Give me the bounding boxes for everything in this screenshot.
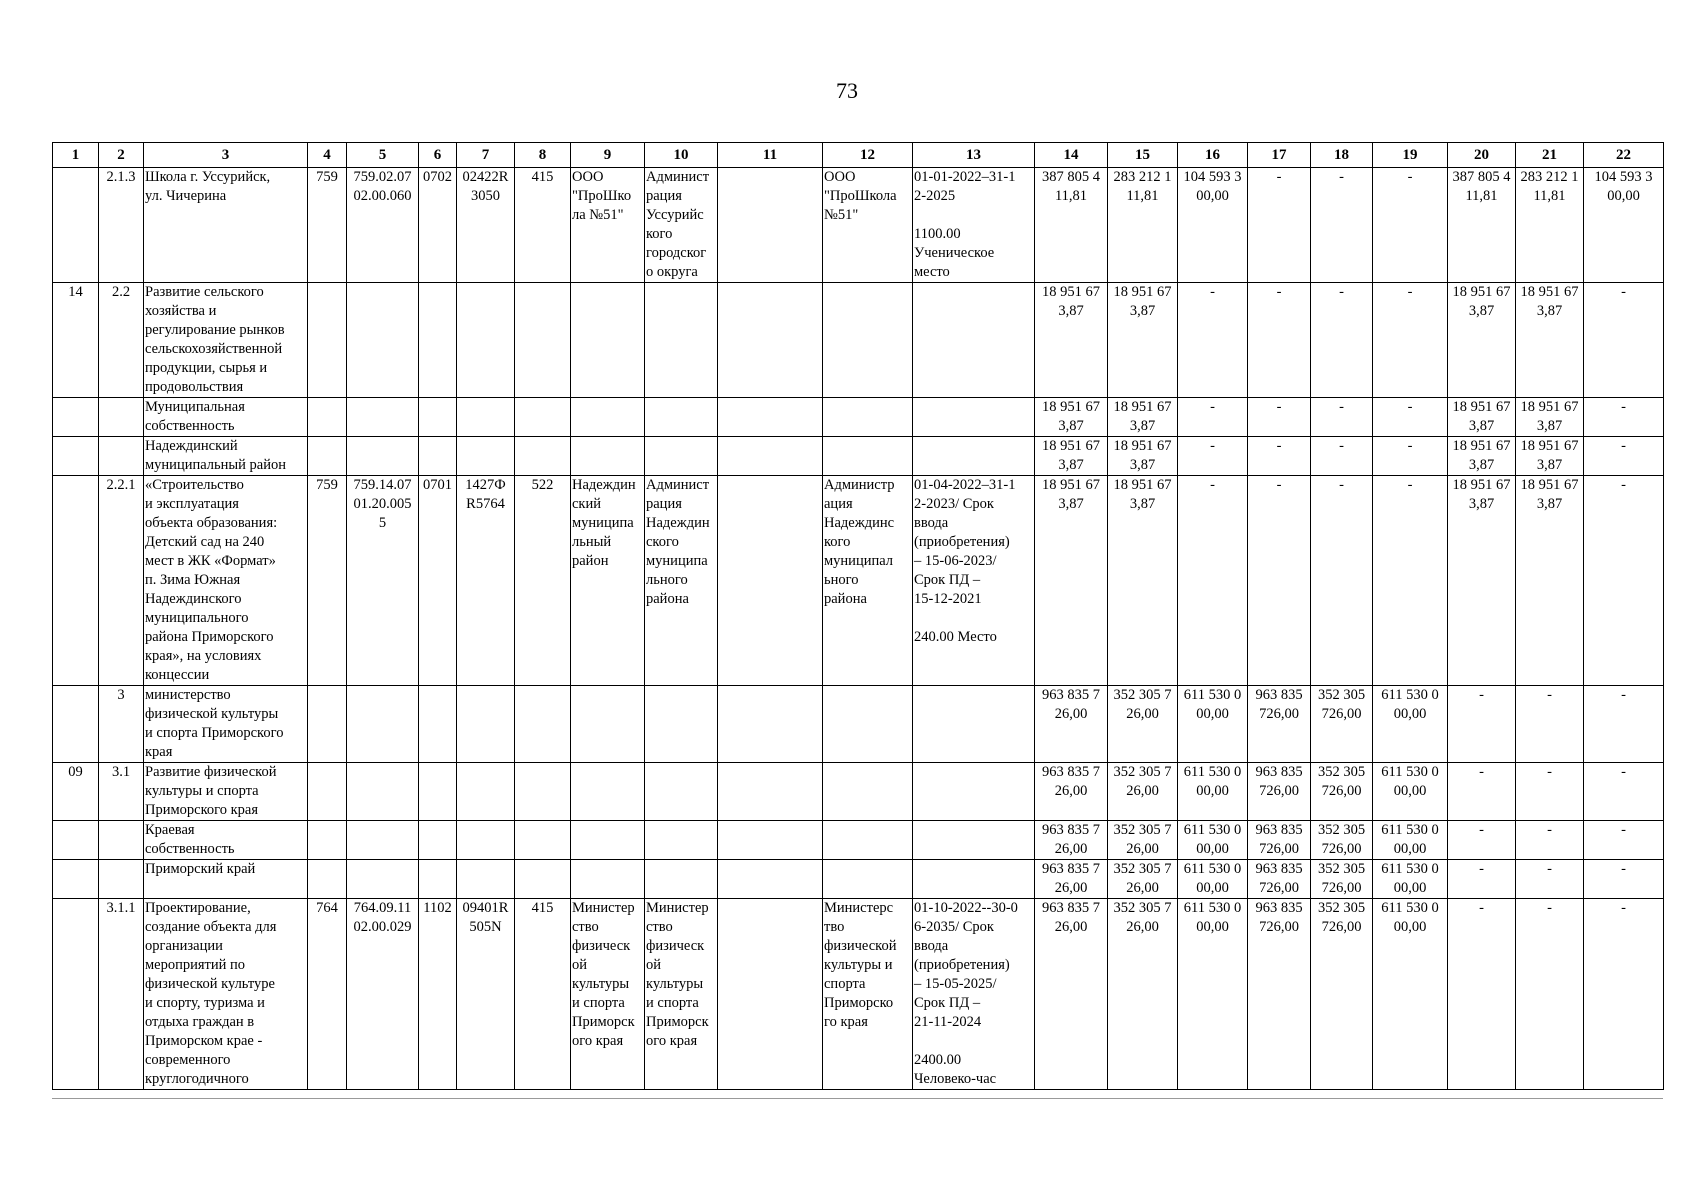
table-cell-c4 [308,860,347,899]
table-cell-c7 [457,686,515,763]
table-body [53,168,1664,1090]
table-cell-c12 [823,437,913,476]
table-cell-c12 [823,860,913,899]
table-cell-c16: 611 530 0 00,00 [1178,860,1248,899]
table-cell-c10: Админист рация Уссурийс кого городског о округа [645,168,718,283]
table-cell-c7: 09401R 505N [457,899,515,1090]
table-cell-c22: - [1584,821,1664,860]
table-cell-c9 [571,686,645,763]
table-cell-c4 [308,283,347,398]
table-cell-c13 [913,860,1035,899]
table-cell-c17: 963 835 726,00 [1248,686,1311,763]
table-cell-c21: 18 951 67 3,87 [1516,398,1584,437]
table-cell-c9: Министер ство физическ ой культуры и спорта Приморск ого края [571,899,645,1090]
table-cell-c19: 611 530 0 00,00 [1373,860,1448,899]
table-cell-c1 [53,686,99,763]
table-cell-c2: 3.1 [99,763,144,821]
table-cell-c3: Проектирование, создание объекта для организации мероприятий по физической культуре и спорту, туризма и отдыха граждан в Приморском крае - современного круглогодичного [144,899,308,1090]
table-cell-c19: 611 530 0 00,00 [1373,686,1448,763]
table-row [53,476,1664,686]
table-cell-c15: 352 305 7 26,00 [1108,860,1178,899]
table-cell-c6 [419,763,457,821]
table-cell-c4 [308,437,347,476]
table-cell-c2: 2.1.3 [99,168,144,283]
table-cell-c18: - [1311,476,1373,686]
table-cell-c6 [419,437,457,476]
page-number: 73 [836,78,858,103]
table-cell-c8 [515,437,571,476]
table-cell-c6 [419,398,457,437]
table-row [53,899,1664,1090]
table-cell-c3: Развитие физической культуры и спорта Приморского края [144,763,308,821]
col-header: 19 [1373,143,1448,168]
table-cell-c15: 18 951 67 3,87 [1108,476,1178,686]
table-cell-c9 [571,283,645,398]
table-cell-c19: - [1373,398,1448,437]
table-cell-c8 [515,821,571,860]
col-header: 11 [718,143,823,168]
table-cell-c9: Надеждин ский муниципа льный район [571,476,645,686]
table-cell-c21: - [1516,763,1584,821]
table-cell-c20: - [1448,899,1516,1090]
table-cell-c18: - [1311,168,1373,283]
table-cell-c22: - [1584,398,1664,437]
table-cell-c5: 759.14.07 01.20.005 5 [347,476,419,686]
table-cell-c3: Надеждинский муниципальный район [144,437,308,476]
table-cell-c4 [308,821,347,860]
table-cell-c10 [645,821,718,860]
col-header: 9 [571,143,645,168]
table-cell-c16: - [1178,476,1248,686]
table-cell-c5: 759.02.07 02.00.060 [347,168,419,283]
table-cell-c19: - [1373,168,1448,283]
table-cell-c3: «Строительство и эксплуатация объекта образования: Детский сад на 240 мест в ЖК «Формат» п. Зима Южная Надеждинского муниципального района Приморского края», на условиях концессии [144,476,308,686]
table-cell-c3: Краевая собственность [144,821,308,860]
col-header: 17 [1248,143,1311,168]
table-cell-c18: 352 305 726,00 [1311,860,1373,899]
table-cell-c14: 963 835 7 26,00 [1035,821,1108,860]
table-cell-c21: - [1516,860,1584,899]
table-cell-c16: 104 593 3 00,00 [1178,168,1248,283]
bottom-rule [52,1098,1663,1099]
col-header: 14 [1035,143,1108,168]
table-cell-c5: 764.09.11 02.00.029 [347,899,419,1090]
table-row [53,437,1664,476]
table-cell-c16: - [1178,437,1248,476]
table-cell-c16: 611 530 0 00,00 [1178,763,1248,821]
table-cell-c8: 415 [515,168,571,283]
table-cell-c4: 759 [308,476,347,686]
table-cell-c2 [99,437,144,476]
budget-table [52,142,1664,1090]
table-cell-c10 [645,686,718,763]
table-cell-c20: - [1448,686,1516,763]
col-header: 15 [1108,143,1178,168]
table-cell-c18: 352 305 726,00 [1311,821,1373,860]
table-cell-c10 [645,437,718,476]
table-cell-c7 [457,821,515,860]
table-cell-c20: 18 951 67 3,87 [1448,283,1516,398]
table-row [53,860,1664,899]
table-cell-c2: 2.2.1 [99,476,144,686]
table-cell-c3: Развитие сельского хозяйства и регулирование рынков сельскохозяйственной продукции, сырья и продовольствия [144,283,308,398]
table-cell-c5 [347,821,419,860]
table-cell-c17: - [1248,437,1311,476]
table-cell-c8 [515,283,571,398]
table-cell-c17: 963 835 726,00 [1248,821,1311,860]
table-cell-c5 [347,686,419,763]
table-cell-c1 [53,899,99,1090]
col-header: 4 [308,143,347,168]
table-cell-c15: 352 305 7 26,00 [1108,686,1178,763]
table-cell-c2 [99,398,144,437]
table-cell-c19: 611 530 0 00,00 [1373,821,1448,860]
table-cell-c18: - [1311,398,1373,437]
table-cell-c11 [718,821,823,860]
table-cell-c20: 18 951 67 3,87 [1448,398,1516,437]
table-cell-c14: 963 835 7 26,00 [1035,860,1108,899]
table-cell-c20: - [1448,763,1516,821]
table-cell-c14: 18 951 67 3,87 [1035,476,1108,686]
table-cell-c17: - [1248,168,1311,283]
table-cell-c13 [913,686,1035,763]
table-cell-c21: - [1516,899,1584,1090]
table-row [53,763,1664,821]
table-cell-c8 [515,763,571,821]
table-cell-c20: 18 951 67 3,87 [1448,476,1516,686]
table-cell-c17: - [1248,398,1311,437]
table-cell-c6: 1102 [419,899,457,1090]
table-cell-c20: - [1448,821,1516,860]
col-header: 20 [1448,143,1516,168]
table-cell-c1 [53,437,99,476]
table-cell-c8 [515,398,571,437]
table-cell-c22: - [1584,476,1664,686]
col-header: 1 [53,143,99,168]
table-cell-c10: Админист рация Надеждин ского муниципа льного района [645,476,718,686]
table-cell-c18: - [1311,283,1373,398]
table-cell-c6 [419,821,457,860]
table-cell-c12: Министерс тво физической культуры и спорта Приморско го края [823,899,913,1090]
table-cell-c7 [457,763,515,821]
table-cell-c12: Администр ация Надеждинс кого муниципал ьного района [823,476,913,686]
table-cell-c11 [718,168,823,283]
col-header: 12 [823,143,913,168]
header-row [53,143,1664,168]
col-header: 8 [515,143,571,168]
table-cell-c16: - [1178,398,1248,437]
table-cell-c1 [53,168,99,283]
table-cell-c22: - [1584,860,1664,899]
table-cell-c1 [53,821,99,860]
table-cell-c7 [457,437,515,476]
table-cell-c17: - [1248,476,1311,686]
table-cell-c11 [718,899,823,1090]
col-header: 2 [99,143,144,168]
table-cell-c4 [308,763,347,821]
table-cell-c9 [571,437,645,476]
table-cell-c14: 963 835 7 26,00 [1035,763,1108,821]
table-cell-c18: - [1311,437,1373,476]
table-cell-c21: 283 212 1 11,81 [1516,168,1584,283]
table-cell-c12: ООО "ПроШкола №51" [823,168,913,283]
table-cell-c19: 611 530 0 00,00 [1373,763,1448,821]
table-cell-c3: министерство физической культуры и спорта Приморского края [144,686,308,763]
table-cell-c15: 18 951 67 3,87 [1108,437,1178,476]
table-cell-c15: 352 305 7 26,00 [1108,821,1178,860]
table-cell-c3: Школа г. Уссурийск, ул. Чичерина [144,168,308,283]
table-cell-c6: 0702 [419,168,457,283]
table-cell-c1: 09 [53,763,99,821]
table-cell-c15: 352 305 7 26,00 [1108,763,1178,821]
table-cell-c17: 963 835 726,00 [1248,860,1311,899]
table-cell-c5 [347,437,419,476]
table-cell-c7 [457,398,515,437]
table-cell-c11 [718,476,823,686]
table-cell-c13 [913,398,1035,437]
table-cell-c10 [645,860,718,899]
table-cell-c2: 3 [99,686,144,763]
table-cell-c11 [718,860,823,899]
table-cell-c21: - [1516,686,1584,763]
col-header: 5 [347,143,419,168]
table-cell-c12 [823,398,913,437]
table-cell-c8 [515,860,571,899]
table-cell-c13: 01-10-2022--30-0 6-2035/ Срок ввода (приобретения) – 15-05-2025/ Срок ПД – 21-11-2024 2400.00 Человеко-час [913,899,1035,1090]
table-cell-c7 [457,283,515,398]
col-header: 21 [1516,143,1584,168]
table-cell-c13 [913,283,1035,398]
table-cell-c4: 759 [308,168,347,283]
table-cell-c22: 104 593 3 00,00 [1584,168,1664,283]
table-cell-c19: - [1373,437,1448,476]
table-cell-c9 [571,763,645,821]
table-cell-c2: 3.1.1 [99,899,144,1090]
table-cell-c3: Муниципальная собственность [144,398,308,437]
table-cell-c13 [913,437,1035,476]
table-cell-c17: 963 835 726,00 [1248,899,1311,1090]
table-cell-c19: - [1373,476,1448,686]
table-cell-c14: 963 835 7 26,00 [1035,686,1108,763]
table-cell-c22: - [1584,283,1664,398]
table-cell-c10 [645,398,718,437]
table-cell-c6 [419,283,457,398]
table-cell-c1 [53,398,99,437]
table-cell-c10 [645,763,718,821]
table-cell-c11 [718,398,823,437]
table-cell-c9: ООО "ПроШко ла №51" [571,168,645,283]
table-cell-c21: 18 951 67 3,87 [1516,437,1584,476]
table-cell-c11 [718,763,823,821]
table-cell-c5 [347,860,419,899]
table-cell-c15: 283 212 1 11,81 [1108,168,1178,283]
table-cell-c18: 352 305 726,00 [1311,686,1373,763]
col-header: 13 [913,143,1035,168]
table-cell-c14: 963 835 7 26,00 [1035,899,1108,1090]
table-cell-c20: 18 951 67 3,87 [1448,437,1516,476]
table-cell-c9 [571,860,645,899]
table-cell-c5 [347,398,419,437]
table-cell-c1 [53,860,99,899]
table-row [53,168,1664,283]
table-cell-c6 [419,686,457,763]
col-header: 3 [144,143,308,168]
table-cell-c21: 18 951 67 3,87 [1516,283,1584,398]
table-cell-c17: 963 835 726,00 [1248,763,1311,821]
table-cell-c7 [457,860,515,899]
table-cell-c11 [718,437,823,476]
table-cell-c4: 764 [308,899,347,1090]
table-cell-c1: 14 [53,283,99,398]
table-cell-c8: 522 [515,476,571,686]
table-cell-c22: - [1584,437,1664,476]
table-cell-c17: - [1248,283,1311,398]
table-cell-c16: 611 530 0 00,00 [1178,821,1248,860]
table-cell-c20: 387 805 4 11,81 [1448,168,1516,283]
table-cell-c14: 18 951 67 3,87 [1035,283,1108,398]
table-cell-c11 [718,686,823,763]
table-cell-c1 [53,476,99,686]
table-cell-c9 [571,821,645,860]
table-cell-c20: - [1448,860,1516,899]
table-cell-c4 [308,686,347,763]
table-cell-c13: 01-04-2022–31-1 2-2023/ Срок ввода (приобретения) – 15-06-2023/ Срок ПД – 15-12-2021 240.00 Место [913,476,1035,686]
table-cell-c2 [99,821,144,860]
table-cell-c15: 18 951 67 3,87 [1108,398,1178,437]
table-cell-c19: 611 530 0 00,00 [1373,899,1448,1090]
table-row [53,686,1664,763]
table-cell-c12 [823,821,913,860]
table-cell-c14: 18 951 67 3,87 [1035,437,1108,476]
table-cell-c22: - [1584,763,1664,821]
col-header: 16 [1178,143,1248,168]
col-header: 22 [1584,143,1664,168]
col-header: 10 [645,143,718,168]
table-cell-c16: 611 530 0 00,00 [1178,899,1248,1090]
col-header: 7 [457,143,515,168]
table-cell-c5 [347,283,419,398]
table-cell-c10: Министер ство физическ ой культуры и спорта Приморск ого края [645,899,718,1090]
table-cell-c12 [823,763,913,821]
table-cell-c15: 18 951 67 3,87 [1108,283,1178,398]
table-cell-c14: 18 951 67 3,87 [1035,398,1108,437]
table-cell-c21: 18 951 67 3,87 [1516,476,1584,686]
table-cell-c7: 02422R 3050 [457,168,515,283]
table-cell-c7: 1427Ф R5764 [457,476,515,686]
table-cell-c13 [913,763,1035,821]
table-cell-c6: 0701 [419,476,457,686]
table-cell-c14: 387 805 4 11,81 [1035,168,1108,283]
table-cell-c18: 352 305 726,00 [1311,763,1373,821]
table-cell-c12 [823,283,913,398]
table-row [53,283,1664,398]
table-cell-c13 [913,821,1035,860]
table-cell-c22: - [1584,686,1664,763]
table-cell-c18: 352 305 726,00 [1311,899,1373,1090]
table-cell-c10 [645,283,718,398]
table-cell-c6 [419,860,457,899]
table-cell-c4 [308,398,347,437]
table-cell-c9 [571,398,645,437]
table-cell-c8 [515,686,571,763]
table-cell-c15: 352 305 7 26,00 [1108,899,1178,1090]
table-cell-c13: 01-01-2022–31-1 2-2025 1100.00 Ученическое место [913,168,1035,283]
table-cell-c16: - [1178,283,1248,398]
table-cell-c3: Приморский край [144,860,308,899]
table-row [53,821,1664,860]
table-cell-c11 [718,283,823,398]
table-cell-c21: - [1516,821,1584,860]
table-cell-c19: - [1373,283,1448,398]
table-cell-c5 [347,763,419,821]
table-cell-c2 [99,860,144,899]
table-cell-c12 [823,686,913,763]
table-cell-c8: 415 [515,899,571,1090]
table-cell-c16: 611 530 0 00,00 [1178,686,1248,763]
table-row [53,398,1664,437]
table-cell-c2: 2.2 [99,283,144,398]
col-header: 18 [1311,143,1373,168]
table-cell-c22: - [1584,899,1664,1090]
col-header: 6 [419,143,457,168]
